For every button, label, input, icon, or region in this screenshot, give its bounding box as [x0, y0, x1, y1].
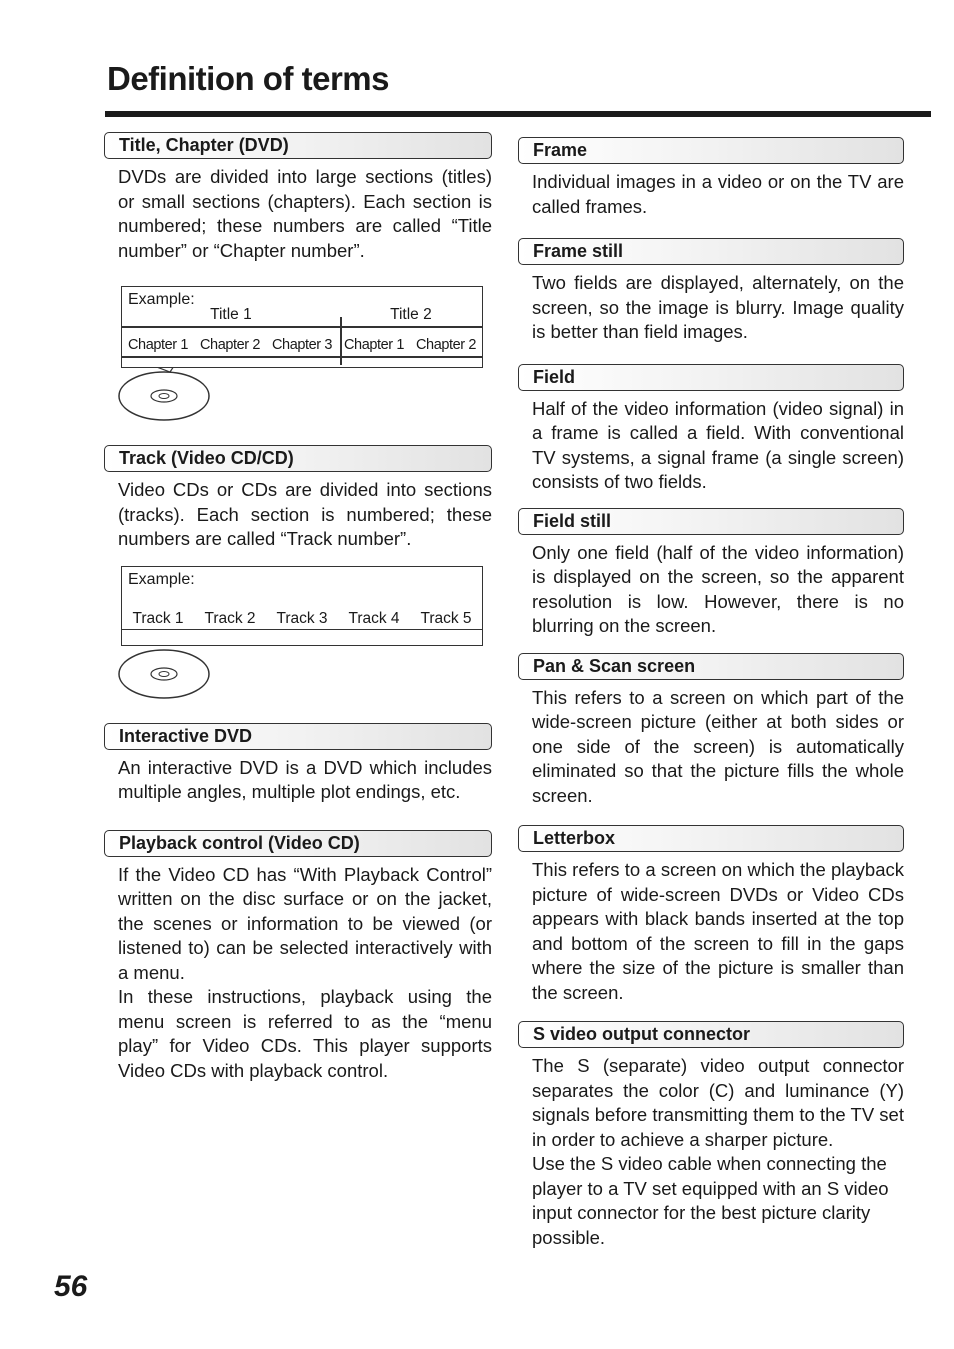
track-5: Track 5: [420, 609, 472, 627]
text-playback-control-1: If the Video CD has “With Playback Control” written on the disc surface or on the jacket, the scenes or information to be viewed (or listened to) can be selected interactively with a menu.: [118, 863, 492, 983]
heading-letterbox: Letterbox: [518, 825, 904, 852]
chapter-1: Chapter 1: [127, 337, 189, 353]
heading-s-video: S video output connector: [518, 1021, 904, 1048]
page-number: 56: [54, 1270, 88, 1303]
text-pan-scan: This refers to a screen on which part of the wide-screen picture (either at both sides or one side of the screen) is automatically eliminated so that the picture fills the whole screen.: [532, 686, 904, 806]
example-title-chapter: [121, 286, 483, 368]
heading-field-still: Field still: [518, 508, 904, 535]
left-column: [104, 132, 492, 1083]
track-2: Track 2: [204, 609, 256, 627]
page-title: Definition of terms: [107, 60, 390, 97]
track-1: Track 1: [132, 609, 184, 627]
chapter-2b: Chapter 2: [415, 337, 477, 353]
text-frame-still: Two fields are displayed, alternately, on the screen, so the image is blurry. Image quality is better than field images.: [532, 272, 904, 342]
text-field: Half of the video information (video signal) in a frame is called a field. With conventional TV systems, a signal frame (a single screen) consists of two fields.: [532, 397, 904, 492]
text-letterbox: This refers to a screen on which the playback picture of wide-screen DVDs or Video CDs appears with black bands inserted at the top and bottom of the screen to fill in the gaps where the size of the picture is smaller than the screen.: [532, 859, 904, 1003]
chapter-3: Chapter 3: [271, 337, 333, 353]
track-3: Track 3: [276, 609, 328, 627]
title-2: Title 2: [390, 306, 432, 323]
heading-frame: Frame: [518, 137, 904, 164]
chapter-1b: Chapter 1: [343, 337, 405, 353]
example-label: Example:: [128, 291, 195, 308]
disc-icon: [114, 646, 214, 706]
title-line: [122, 326, 482, 328]
text-track: Video CDs or CDs are divided into sections (tracks). Each section is numbered; these numbers are called “Track number”.: [118, 479, 492, 549]
text-interactive: An interactive DVD is a DVD which includes multiple angles, multiple plot endings, etc.: [118, 756, 492, 802]
heading-track: Track (Video CD/CD): [104, 445, 492, 472]
title-rule: [105, 111, 931, 117]
chapter-2: Chapter 2: [199, 337, 261, 353]
example-track: [121, 566, 483, 646]
heading-field: Field: [518, 364, 904, 391]
track-line: [122, 629, 482, 631]
text-title-chapter: DVDs are divided into large sections (titles) or small sections (chapters). Each section is numbered; these numbers are called “Title number” or “Chapter number”.: [118, 166, 492, 261]
title-1: Title 1: [210, 306, 252, 323]
text-frame: Individual images in a video or on the TV are called frames.: [532, 171, 904, 217]
heading-frame-still: Frame still: [518, 238, 904, 265]
text-field-still: Only one field (half of the video information) is displayed on the screen, so the apparent resolution is low. However, there is no blurring on the screen.: [532, 541, 904, 636]
track-4: Track 4: [348, 609, 400, 627]
heading-pan-scan: Pan & Scan screen: [518, 653, 904, 680]
disc-icon: [114, 368, 214, 428]
heading-interactive: Interactive DVD: [104, 723, 492, 750]
text-s-video-2: Use the S video cable when connecting the player to a TV set equipped with an S video input connector for the best picture clarity possible.: [532, 1153, 889, 1248]
chapter-line: [122, 356, 482, 358]
right-column: [518, 132, 904, 1250]
text-playback-control-2: In these instructions, playback using the menu screen is referred to as the “menu play” for Video CDs. This player supports Video CDs with playback control.: [118, 986, 492, 1081]
heading-playback-control: Playback control (Video CD): [104, 830, 492, 857]
text-s-video-1: The S (separate) video output connector separates the color (C) and luminance (Y) signals before transmitting them to the TV set in order to achieve a sharper picture.: [532, 1055, 904, 1150]
heading-title-chapter: Title, Chapter (DVD): [104, 132, 492, 159]
example-label: Example:: [128, 570, 195, 588]
